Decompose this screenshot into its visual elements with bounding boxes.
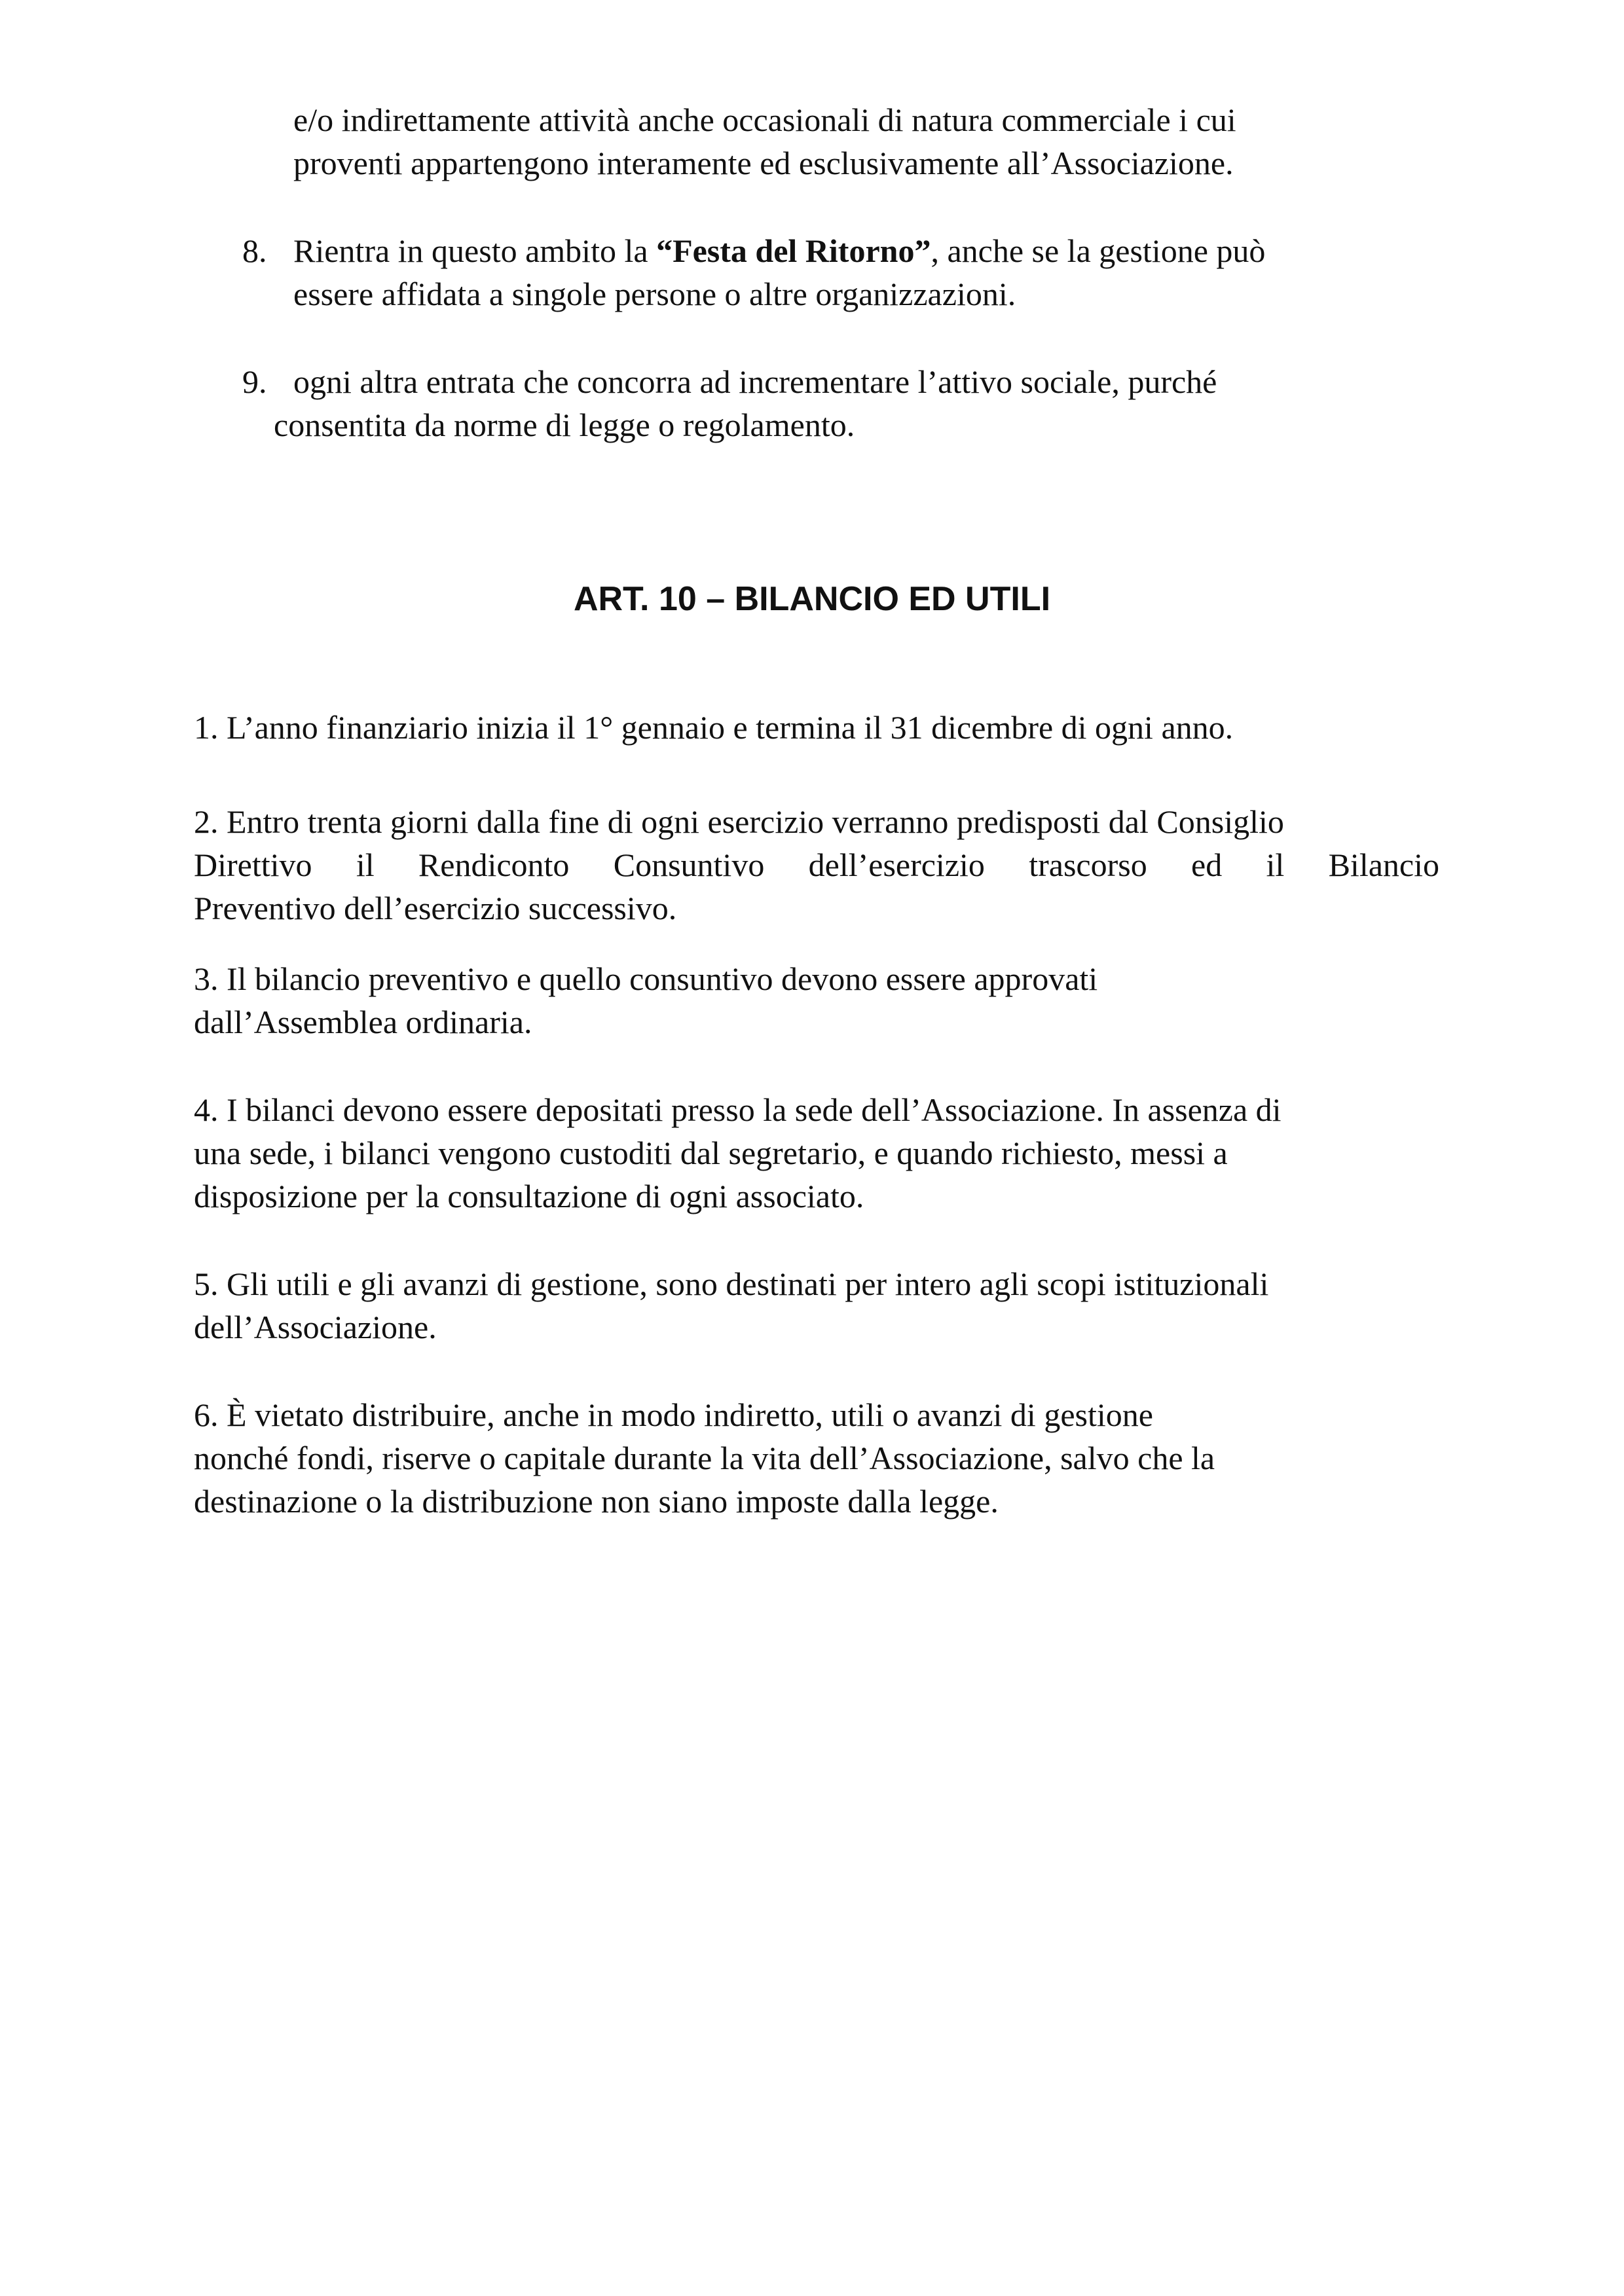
item9-line1: ogni altra entrata che concorra ad incrementare l’attivo sociale, purché — [293, 363, 1217, 400]
article-p6-line2: nonché fondi, riserve o capitale durante la vita dell’Associazione, salvo che la — [194, 1440, 1215, 1476]
article-heading: ART. 10 – BILANCIO ED UTILI — [573, 580, 1051, 618]
article-p4-line3: disposizione per la consultazione di ogni associato. — [194, 1178, 864, 1214]
article-p5-line2: dell’Associazione. — [194, 1309, 437, 1345]
item8-line1-after: , anche se la gestione può — [931, 232, 1266, 269]
article-p6-line1: 6. È vietato distribuire, anche in modo indiretto, utili o avanzi di gestione — [194, 1396, 1153, 1433]
article-p2-line1: 2. Entro trenta giorni dalla fine di ogni esercizio verranno predisposti dal Consiglio — [194, 803, 1284, 840]
article-p1-line1: 1. L’anno finanziario inizia il 1° gennaio e termina il 31 dicembre di ogni anno. — [194, 709, 1234, 746]
article-p4-line1: 4. I bilanci devono essere depositati presso la sede dell’Associazione. In assenza di — [194, 1091, 1282, 1128]
item8-line1 — [293, 229, 1265, 272]
item7-line1: e/o indirettamente attività anche occasionali di natura commerciale i cui — [293, 101, 1236, 138]
article-p2-line2: Direttivo il Rendiconto Consuntivo dell’esercizio trascorso ed il Bilancio — [194, 847, 1439, 883]
item7-line2: proventi appartengono interamente ed esclusivamente all’Associazione. — [293, 145, 1234, 181]
article-p6-line3: destinazione o la distribuzione non siano imposte dalla legge. — [194, 1483, 999, 1520]
article-p5-line1: 5. Gli utili e gli avanzi di gestione, sono destinati per intero agli scopi istituzionali — [194, 1266, 1269, 1302]
festa-del-ritorno: “Festa del Ritorno” — [656, 232, 931, 269]
item8-line2: essere affidata a singole persone o altre organizzazioni. — [293, 276, 1016, 312]
article-p4-line2: una sede, i bilanci vengono custoditi dal segretario, e quando richiesto, messi a — [194, 1135, 1228, 1171]
item9-number: 9. — [242, 363, 267, 400]
article-p3-line2: dall’Assemblea ordinaria. — [194, 1004, 532, 1040]
item9-line2: consentita da norme di legge o regolamento. — [274, 407, 855, 443]
item8-number: 8. — [242, 232, 267, 269]
article-p3-line1: 3. Il bilancio preventivo e quello consuntivo devono essere approvati — [194, 960, 1098, 997]
item8-line1-before: Rientra in questo ambito la — [293, 232, 657, 269]
article-p2-line3: Preventivo dell’esercizio successivo. — [194, 890, 677, 926]
